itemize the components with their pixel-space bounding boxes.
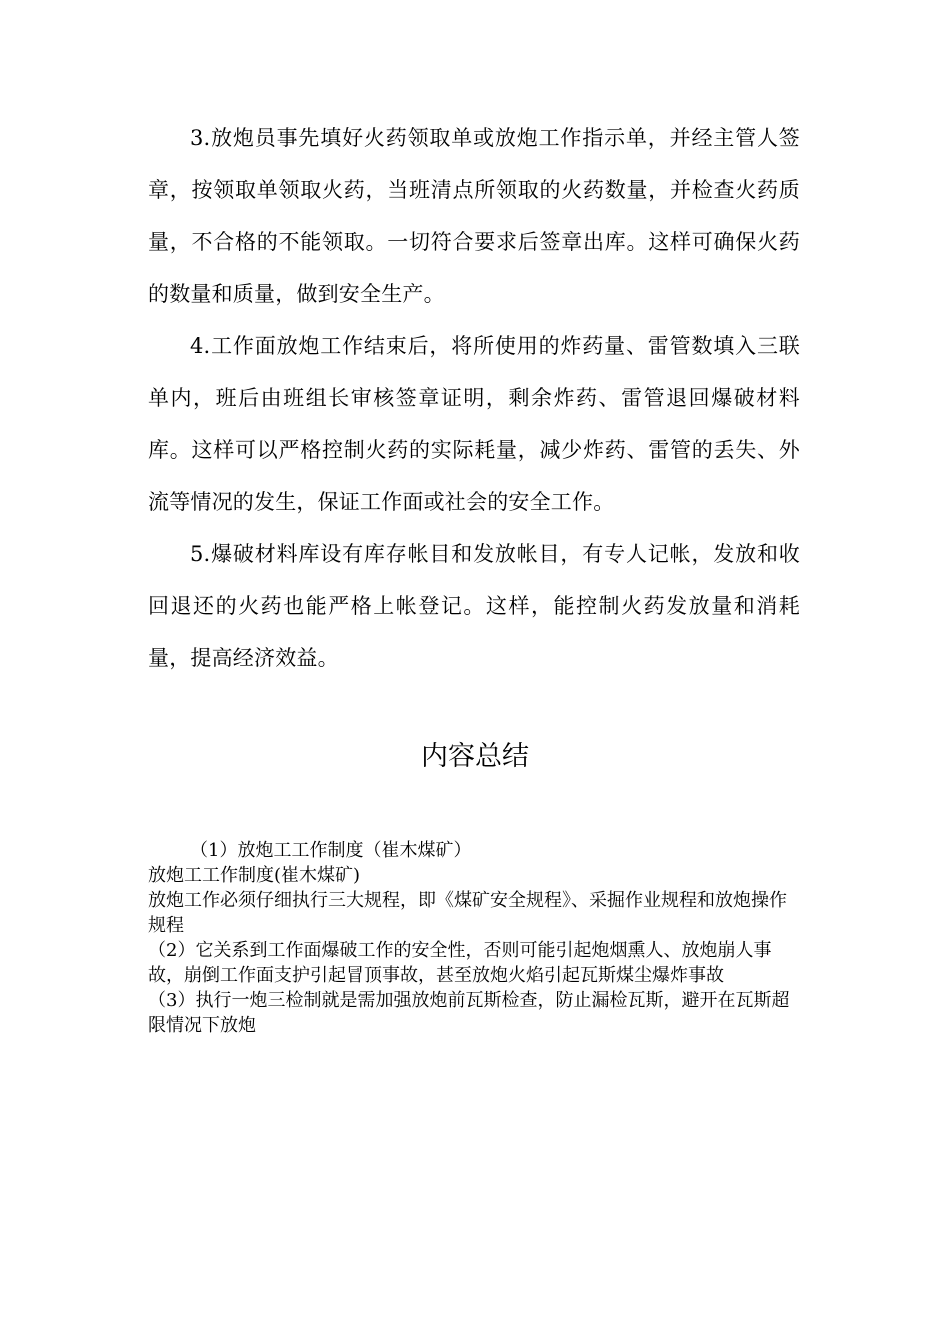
summary-line-regulations: 放炮工作必须仔细执行三大规程，即《煤矿安全规程》、采掘作业规程和放炮操作规程 [148,890,787,936]
summary-line-point-3: （3）执行一炮三检制就是需加强放炮前瓦斯检查，防止漏检瓦斯，避开在瓦斯超限情况下放炮 [148,990,790,1036]
summary-section [148,838,800,1038]
body-paragraph-5: 5.爆破材料库设有库存帐目和发放帐目，有专人记帐，发放和收回退还的火药也能严格上帐登记。这样，能控制火药发放量和消耗量，提高经济效益。 [148,542,800,670]
summary-line-subtitle: 放炮工工作制度(崔木煤矿) [148,865,361,886]
body-paragraph-4: 4.工作面放炮工作结束后，将所使用的炸药量、雷管数填入三联单内，班后由班组长审核签章证明，剩余炸药、雷管退回爆破材料库。这样可以严格控制火药的实际耗量，减少炸药、雷管的丢失、外流等情况的发生，保证工作面或社会的安全工作。 [148,334,800,514]
body-section [148,112,800,684]
summary-line-point-2: （2）它关系到工作面爆破工作的安全性，否则可能引起炮烟熏人、放炮崩人事故，崩倒工作面支护引起冒顶事故，甚至放炮火焰引起瓦斯煤尘爆炸事故 [148,940,772,986]
body-paragraph-3: 3.放炮员事先填好火药领取单或放炮工作指示单，并经主管人签章，按领取单领取火药，当班清点所领取的火药数量，并检查火药质量，不合格的不能领取。一切符合要求后签章出库。这样可确保火药的数量和质量，做到安全生产。 [148,126,800,306]
summary-title: 内容总结 [421,741,529,772]
summary-line-heading: （1）放炮工工作制度（崔木煤矿） [190,840,472,861]
